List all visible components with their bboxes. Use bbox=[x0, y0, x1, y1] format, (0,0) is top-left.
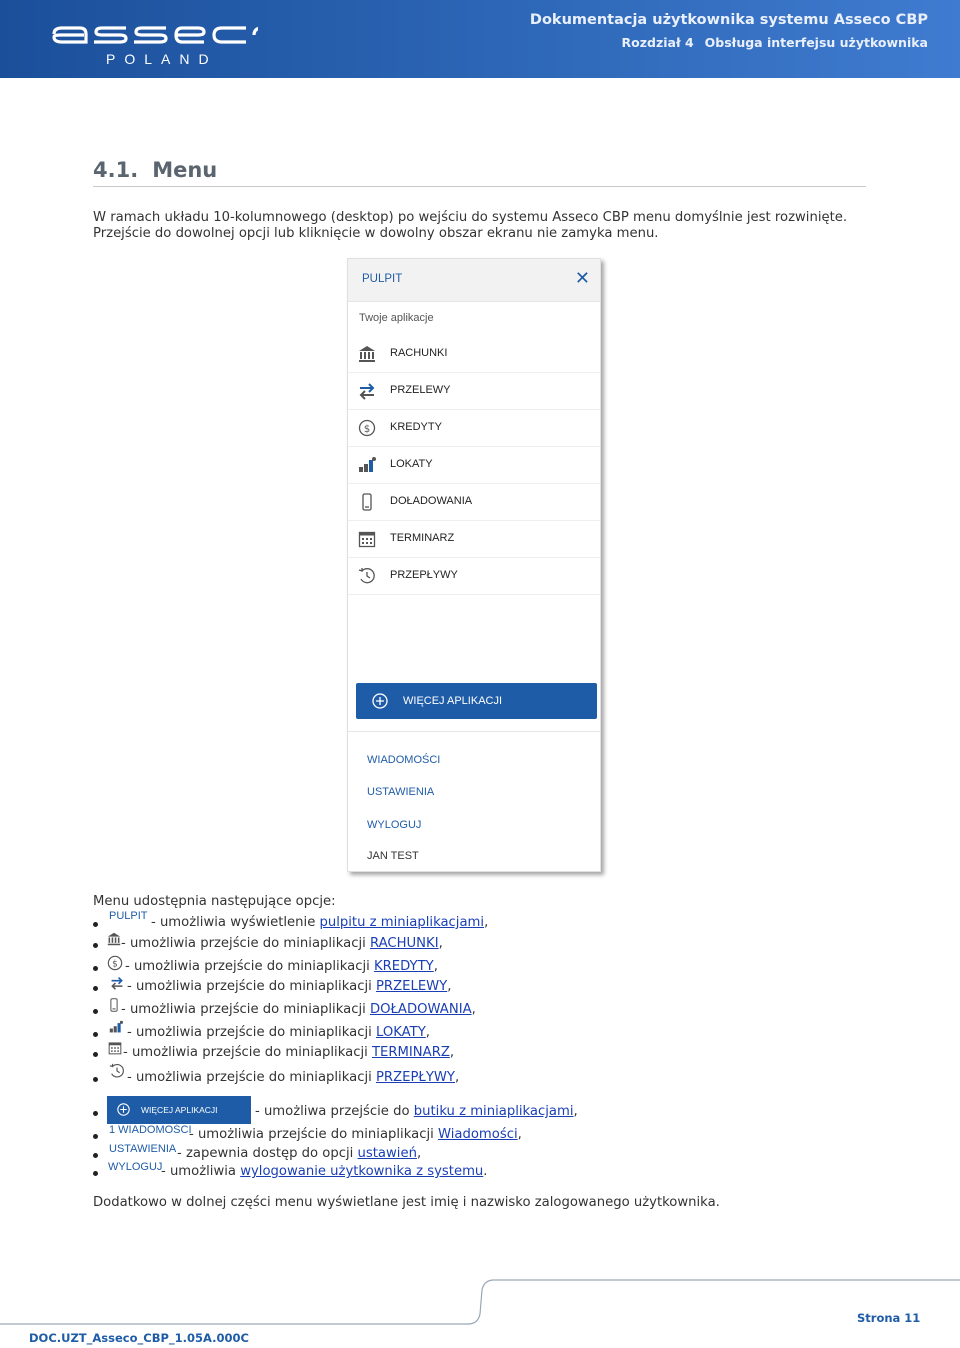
menu-screenshot bbox=[347, 258, 601, 872]
option-description: - umożliwia przejście do miniaplikacji bbox=[127, 979, 376, 994]
svg-text:$: $ bbox=[112, 959, 118, 970]
list-item-text bbox=[151, 915, 488, 930]
list-item-text bbox=[189, 1127, 522, 1142]
option-description: - umożliwia bbox=[161, 1164, 241, 1179]
list-item-text bbox=[123, 1045, 454, 1060]
list-item-text bbox=[125, 959, 438, 974]
bank-icon bbox=[107, 932, 121, 950]
menu-top-bar bbox=[348, 259, 600, 302]
svg-text:$: $ bbox=[363, 424, 371, 435]
list-intro: Menu udostępnia następujące opcje: bbox=[93, 894, 336, 909]
rachunki-link[interactable]: RACHUNKI bbox=[369, 936, 439, 951]
menu-item-rachunki[interactable] bbox=[348, 335, 600, 373]
option-description: - umożliwia przejście do miniaplikacji bbox=[121, 936, 370, 951]
option-description: - umożliwia przejście do miniaplikacji bbox=[127, 1025, 376, 1040]
intro-paragraph bbox=[93, 210, 883, 242]
menu-item-label: DOŁADOWANIA bbox=[390, 495, 473, 507]
menu-item-label: RACHUNKI bbox=[390, 347, 448, 359]
menu-item-przelewy[interactable] bbox=[348, 372, 600, 410]
menu-item-label: PRZELEWY bbox=[390, 384, 451, 396]
cashflow-clock-icon bbox=[358, 567, 376, 585]
close-icon[interactable]: ✕ bbox=[574, 268, 590, 288]
option-description: - umożliwia przejście do miniaplikacji bbox=[121, 1002, 370, 1017]
bank-icon bbox=[358, 345, 376, 363]
section-heading bbox=[93, 158, 217, 182]
plus-circle-icon bbox=[117, 1103, 130, 1120]
option-tail: , bbox=[449, 1045, 455, 1060]
dollar-coin-icon bbox=[358, 419, 376, 437]
list-item-text bbox=[121, 936, 443, 951]
bullet bbox=[93, 1134, 98, 1139]
bullet bbox=[93, 1153, 98, 1158]
settings-link[interactable]: USTAWIENIA bbox=[367, 786, 435, 798]
option-tail: , bbox=[573, 1104, 578, 1119]
menu-item-terminarz[interactable] bbox=[348, 520, 600, 558]
option-description: - umożliwa przejście do bbox=[255, 1104, 414, 1119]
option-tail: , bbox=[447, 979, 452, 994]
messages-chip: 1 WIADOMOŚCI bbox=[109, 1124, 192, 1136]
list-item-text bbox=[255, 1104, 578, 1119]
option-tail: , bbox=[433, 959, 438, 974]
document-title: Dokumentacja użytkownika systemu Asseco CBP bbox=[529, 12, 928, 28]
intro-line-2: Przejście do dowolnej opcji lub kliknięcie w dowolny obszar ekranu nie zamyka menu. bbox=[93, 226, 659, 241]
bullet bbox=[93, 986, 98, 991]
more-apps-chip-label: WIĘCEJ APLIKACJI bbox=[141, 1105, 218, 1115]
kredyty-link[interactable]: KREDYTY bbox=[373, 959, 434, 974]
menu-item-label: TERMINARZ bbox=[390, 532, 455, 544]
deposit-coins-icon bbox=[358, 456, 376, 474]
boutique-link[interactable]: butiku z miniaplikacjami bbox=[413, 1104, 574, 1119]
menu-item-label: KREDYTY bbox=[390, 421, 442, 433]
option-tail: , bbox=[484, 915, 489, 930]
chapter-title: Obsługa interfejsu użytkownika bbox=[704, 35, 928, 50]
option-description: - umożliwia przejście do miniaplikacji bbox=[125, 959, 374, 974]
przeplywy-link[interactable]: PRZEPŁYWY bbox=[375, 1070, 455, 1085]
menu-item-kredyty[interactable] bbox=[348, 409, 600, 447]
list-item-text bbox=[161, 1164, 488, 1179]
document-code: DOC.UZT_Asseco_CBP_1.05A.000C bbox=[29, 1331, 249, 1345]
dollar-coin-icon bbox=[107, 955, 123, 975]
list-item-text bbox=[127, 1070, 459, 1085]
user-name: JAN TEST bbox=[367, 850, 419, 862]
phone-icon bbox=[358, 493, 376, 511]
option-description: - umożliwia przejście do miniaplikacji bbox=[189, 1127, 438, 1142]
option-description: - umożliwia przejście do miniaplikacji bbox=[123, 1045, 372, 1060]
logout-link[interactable]: WYLOGUJ bbox=[367, 819, 422, 831]
section-title: Menu bbox=[152, 158, 218, 182]
list-item-text bbox=[127, 1025, 430, 1040]
przelewy-link[interactable]: PRZELEWY bbox=[375, 979, 448, 994]
page-number: Strona 11 bbox=[857, 1311, 921, 1325]
plus-circle-icon bbox=[372, 693, 388, 714]
bullet bbox=[93, 1077, 98, 1082]
cashflow-clock-icon bbox=[109, 1063, 125, 1083]
apps-heading: Twoje aplikacje bbox=[359, 312, 434, 324]
calendar-icon bbox=[358, 530, 376, 548]
ustawienia-link[interactable]: ustawień bbox=[357, 1146, 417, 1161]
menu-item-label: PRZEPŁYWY bbox=[390, 569, 458, 581]
menu-item-label: LOKATY bbox=[390, 458, 433, 470]
closing-paragraph: Dodatkowo w dolnej części menu wyświetlane jest imię i nazwisko zalogowanego użytkownika. bbox=[93, 1195, 720, 1210]
list-item-text bbox=[121, 1002, 476, 1017]
pulpit-link[interactable]: pulpitu z miniaplikacjami bbox=[319, 915, 485, 930]
doladowania-link[interactable]: DOŁADOWANIA bbox=[369, 1002, 472, 1017]
option-tail: , bbox=[425, 1025, 430, 1040]
wiadomosci-link[interactable]: Wiadomości bbox=[437, 1127, 518, 1142]
bullet bbox=[93, 1009, 98, 1014]
menu-item-lokaty[interactable] bbox=[348, 446, 600, 484]
intro-line-1: W ramach układu 10-kolumnowego (desktop) po wejściu do systemu Asseco CBP menu domyślnie jest rozwinięte. bbox=[93, 210, 848, 225]
lokaty-link[interactable]: LOKATY bbox=[375, 1025, 426, 1040]
menu-item-przeplywy[interactable] bbox=[348, 557, 600, 595]
logout-chip: WYLOGUJ bbox=[108, 1161, 163, 1173]
more-apps-label: WIĘCEJ APLIKACJI bbox=[403, 695, 503, 707]
menu-divider bbox=[348, 731, 600, 732]
settings-chip: USTAWIENIA bbox=[109, 1143, 177, 1155]
option-tail: , bbox=[471, 1002, 476, 1017]
option-tail: , bbox=[454, 1070, 460, 1085]
menu-item-doladowania[interactable] bbox=[348, 483, 600, 521]
pulpit-chip: PULPIT bbox=[109, 910, 148, 922]
logout-info-link[interactable]: wylogowanie użytkownika z systemu bbox=[240, 1164, 484, 1179]
terminarz-link[interactable]: TERMINARZ bbox=[371, 1045, 450, 1060]
bullet bbox=[93, 1032, 98, 1037]
chapter-label: Rozdział 4 bbox=[621, 35, 694, 50]
bullet bbox=[93, 966, 98, 971]
list-item-text bbox=[127, 979, 451, 994]
transfer-arrows-icon bbox=[358, 382, 376, 400]
pulpit-link[interactable]: PULPIT bbox=[362, 273, 403, 285]
heading-underline bbox=[93, 186, 866, 187]
asseco-logo bbox=[50, 22, 258, 52]
calendar-icon bbox=[108, 1041, 122, 1059]
list-item-text bbox=[177, 1146, 421, 1161]
option-description: - umożliwia przejście do miniaplikacji bbox=[127, 1070, 376, 1085]
option-tail: , bbox=[517, 1127, 522, 1142]
bullet bbox=[93, 1052, 98, 1057]
section-number: 4.1. bbox=[93, 158, 139, 182]
more-apps-button[interactable] bbox=[356, 683, 597, 719]
deposit-coins-icon bbox=[109, 1020, 123, 1038]
option-tail: , bbox=[438, 936, 443, 951]
option-description: - zapewnia dostęp do opcji bbox=[177, 1146, 358, 1161]
phone-icon bbox=[107, 997, 121, 1017]
more-apps-chip bbox=[107, 1096, 251, 1124]
option-tail: . bbox=[483, 1164, 488, 1179]
bullet bbox=[93, 1171, 98, 1176]
logo-subtitle: POLAND bbox=[106, 51, 218, 67]
bullet bbox=[93, 943, 98, 948]
chapter-heading bbox=[622, 35, 928, 50]
option-tail: , bbox=[416, 1146, 422, 1161]
page-header bbox=[0, 0, 960, 78]
bullet bbox=[93, 922, 98, 927]
option-description: - umożliwia wyświetlenie bbox=[151, 915, 320, 930]
transfer-arrows-icon bbox=[109, 976, 125, 994]
messages-link[interactable]: WIADOMOŚCI bbox=[367, 754, 441, 766]
bullet bbox=[93, 1111, 98, 1116]
